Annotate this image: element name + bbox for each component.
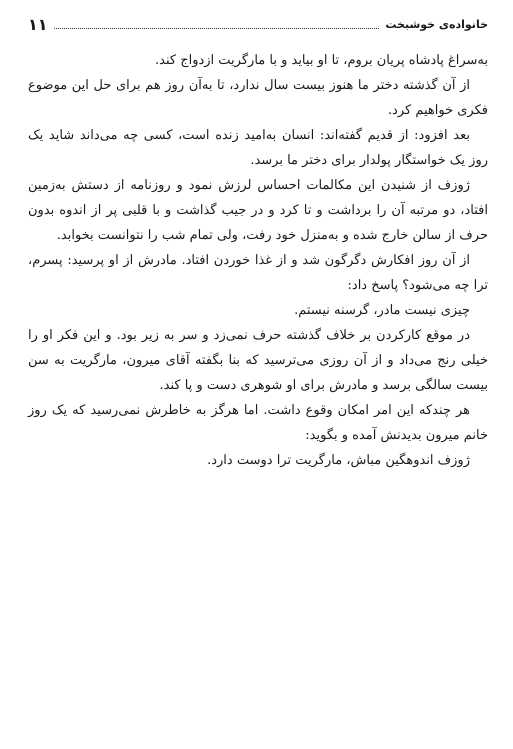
dotted-leader <box>54 28 380 29</box>
body-text <box>28 48 488 473</box>
paragraph: از آن روز افکارش دگرگون شد و از غذا خوردن افتاد. مادرش از او پرسید: پسرم، ترا چه می‌شود؟ پاسخ داد: <box>28 253 488 293</box>
paragraph: بعد افزود: از قدیم گفته‌اند: انسان به‌امید زنده است، کسی چه می‌داند شاید یک روز یک خواستگار پولدار برای دختر ما برسد. <box>28 128 488 168</box>
page-header <box>28 12 488 36</box>
paragraph: در موقع کارکردن بر خلاف گذشته حرف نمی‌زد و سر به زیر بود. و این فکر او را خیلی رنج می‌داد و از آن روزی می‌ترسید که بنا بگفته آقای میرون، مارگریت به سن بیست سالگی برسد و مادرش برای او شوهری دست و پا کند. <box>28 328 488 393</box>
page-number: ۱۱ <box>28 14 48 34</box>
paragraph: هر چندکه این امر امکان وقوع داشت. اما هرگز به خاطرش نمی‌رسید که یک روز خانم میرون بدیدنش آمده و بگوید: <box>28 403 488 443</box>
paragraph: از آن گذشته دختر ما هنوز بیست سال ندارد، تا به‌آن روز هم برای حل این موضوع فکری خواهیم کرد. <box>28 78 488 118</box>
running-title: خانواده‌ی خوشبخت <box>385 17 488 31</box>
paragraph: چیزی نیست مادر، گرسنه نیستم. <box>294 303 470 318</box>
paragraph: ژوزف اندوهگین مباش، مارگریت ترا دوست دارد. <box>207 453 470 468</box>
paragraph: به‌سراغ پادشاه پریان بروم، تا او بیاید و با مارگریت ازدواج کند. <box>155 53 488 68</box>
paragraph: ژوزف از شنیدن این مکالمات احساس لرزش نمود و روزنامه از دستش به‌زمین افتاد، دو مرتبه آن را برداشت و تا کرد و در جیب گذاشت و با قلبی پر از اندوه بدون حرف از سالن خارج شده و به‌منزل خود رفت، ولی تمام شب را نتوانست بخوابد. <box>28 178 488 243</box>
